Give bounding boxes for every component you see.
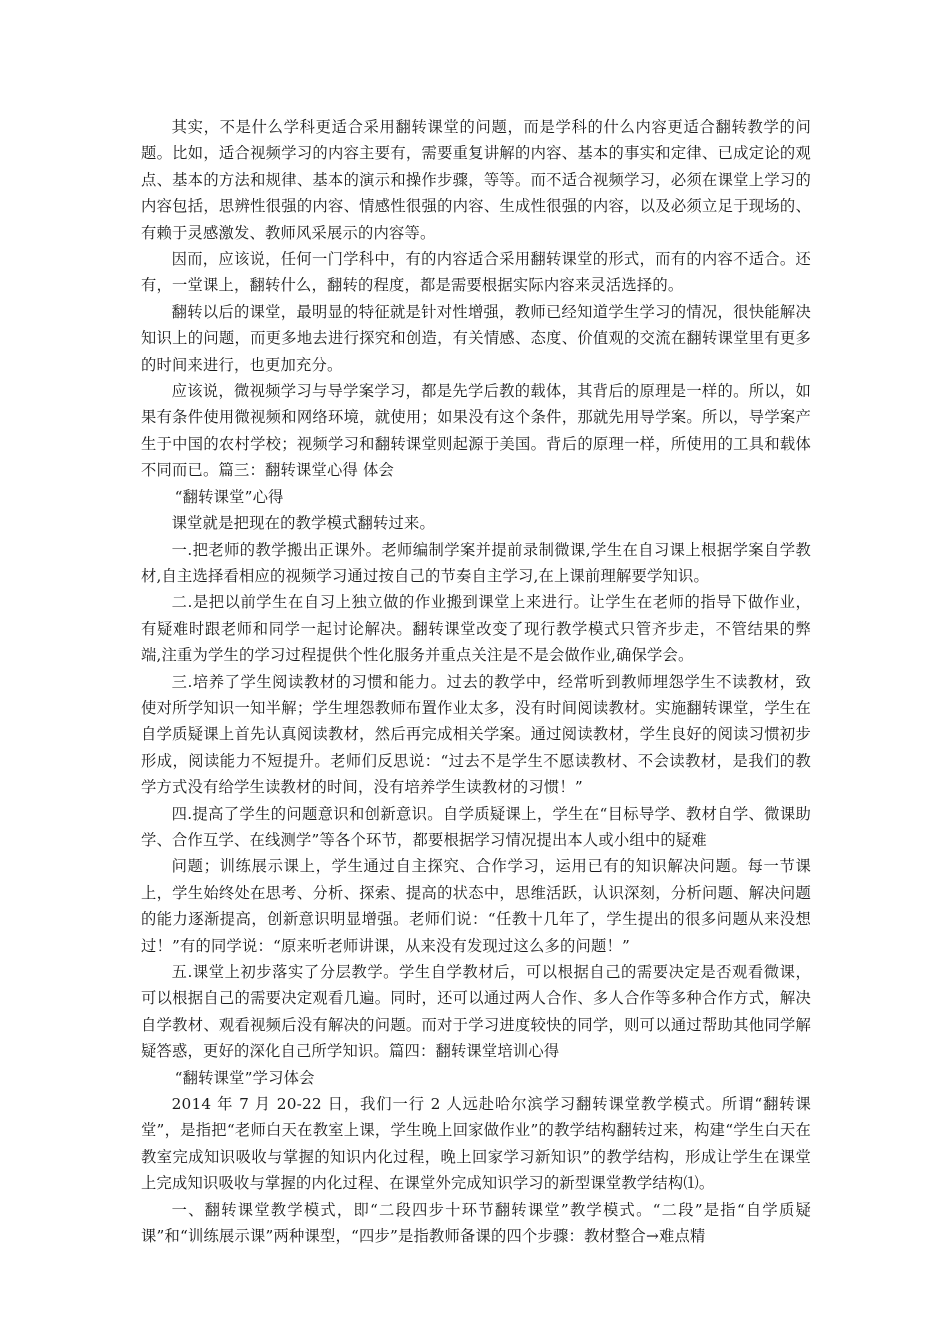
paragraph-subject-suitability: 其实，不是什么学科更适合采用翻转课堂的问题，而是学科的什么内容更适合翻转教学的问题。比如，适合视频学习的内容主要有，需要重复讲解的内容、基本的事实和定律、已成定论的观点、基本的方法和规律、基本的演示和操作步骤，等等。而不适合视频学习，必须在课堂上学习的内容包括，思辨性很强的内容、情感性很强的内容、生成性很强的内容，以及必须立足于现场的、有赖于灵感激发、教师风采展示的内容等。 bbox=[141, 118, 811, 242]
paragraph-point-3: 三.培养了学生阅读教材的习惯和能力。过去的教学中，经常听到教师埋怨学生不读教材，致使对所学知识一知半解；学生埋怨教师布置作业太多，没有时间阅读教材。实施翻转课堂，学生在自学质疑课上首先认真阅读教材，然后再完成相关学案。通过阅读教材，学生良好的阅读习惯初步形成，阅读能力不短提升。老师们反思说：“过去不是学生不愿读教材、不会读教材，是我们的教学方式没有给学生读教材的时间，没有培养学生读教材的习惯！” bbox=[141, 672, 811, 797]
paragraph-point-4-cont: 问题；训练展示课上，学生通过自主探究、合作学习，运用已有的知识解决问题。每一节课上，学生始终处在思考、分析、探索、提高的状态中，思维活跃，认识深刻，分析问题、解决问题的能力逐渐提高，创新意识明显增强。老师们说：“任教十几年了，学生提出的很多问题从来没想过！”有的同学说：“原来听老师讲课，从来没有发现过这么多的问题！” bbox=[141, 857, 811, 955]
paragraph-point-1: 一.把老师的教学搬出正课外。老师编制学案并提前录制微课,学生在自习课上根据学案自学教材,自主选择看相应的视频学习通过按自己的节奏自主学习,在上课前理解要学知识。 bbox=[141, 540, 811, 585]
section-title-study: “翻转课堂”学习体会 bbox=[174, 1068, 315, 1087]
paragraph-point-4: 四.提高了学生的问题意识和创新意识。自学质疑课上，学生在“目标导学、教材自学、微课助学、合作互学、在线测学”等各个环节，都要根据学习情况提出本人或小组中的疑难 bbox=[141, 804, 811, 849]
paragraph-after-flipping: 翻转以后的课堂，最明显的特征就是针对性增强，教师已经知道学生学习的情况，很快能解决知识上的问题，而更多地去进行探究和创造，有关情感、态度、价值观的交流在翻转课堂里有更多的时间来进行，也更加充分。 bbox=[141, 302, 811, 374]
section-title-experience: “翻转课堂”心得 bbox=[174, 487, 284, 506]
paragraph-point-2: 二.是把以前学生在自习上独立做的作业搬到课堂上来进行。让学生在老师的指导下做作业，有疑难时跟老师和同学一起讨论解决。翻转课堂改变了现行教学模式只管齐步走，不管结果的弊端,注重为学生的学习过程提供个性化服务并重点关注是不是会做作业,确保学会。 bbox=[141, 593, 811, 665]
paragraph-point-5: 五.课堂上初步落实了分层教学。学生自学教材后，可以根据自己的需要决定是否观看微课，可以根据自己的需要决定观看几遍。同时，还可以通过两人合作、多人合作等多种合作方式，解决自学教材、观看视频后没有解决的问题。而对于学习进度较快的同学，则可以通过帮助其他同学解疑答惑，更好的深化自己所学知识。篇四：翻转课堂培训心得 bbox=[141, 963, 811, 1061]
paragraph-intro: 课堂就是把现在的教学模式翻转过来。 bbox=[171, 514, 436, 533]
paragraph-micro-video: 应该说，微视频学习与导学案学习，都是先学后教的载体，其背后的原理是一样的。所以，如果有条件使用微视频和网络环境，就使用；如果没有这个条件，那就先用导学案。所以，导学案产生于中国的农村学校；视频学习和翻转课堂则起源于美国。背后的原理一样，所使用的工具和载体不同而已。篇三：翻转课堂心得 体会 bbox=[141, 382, 811, 480]
document-body bbox=[141, 114, 811, 1249]
paragraph-harbin: 2014 年 7 月 20-22 日，我们一行 2 人远赴哈尔滨学习翻转课堂教学模式。所谓“翻转课堂”，是指把“老师白天在教室上课，学生晚上回家做作业”的教学结构翻转过来，构建“学生白天在教室完成知识吸收与掌握的知识内化过程，晚上回家学习新知识”的教学结构，形成让学生在课堂上完成知识吸收与掌握的内化过程、在课堂外完成知识学习的新型课堂教学结构⑴。 bbox=[141, 1095, 811, 1193]
paragraph-model: 一、翻转课堂教学模式，即“二段四步十环节翻转课堂”教学模式。“二段”是指“自学质疑课”和“训练展示课”两种课型，“四步”是指教师备课的四个步骤：教材整合→难点精 bbox=[141, 1200, 811, 1246]
paragraph-therefore: 因而，应该说，任何一门学科中，有的内容适合采用翻转课堂的形式，而有的内容不适合。还有，一堂课上，翻转什么，翻转的程度，都是需要根据实际内容来灵活选择的。 bbox=[141, 250, 811, 295]
